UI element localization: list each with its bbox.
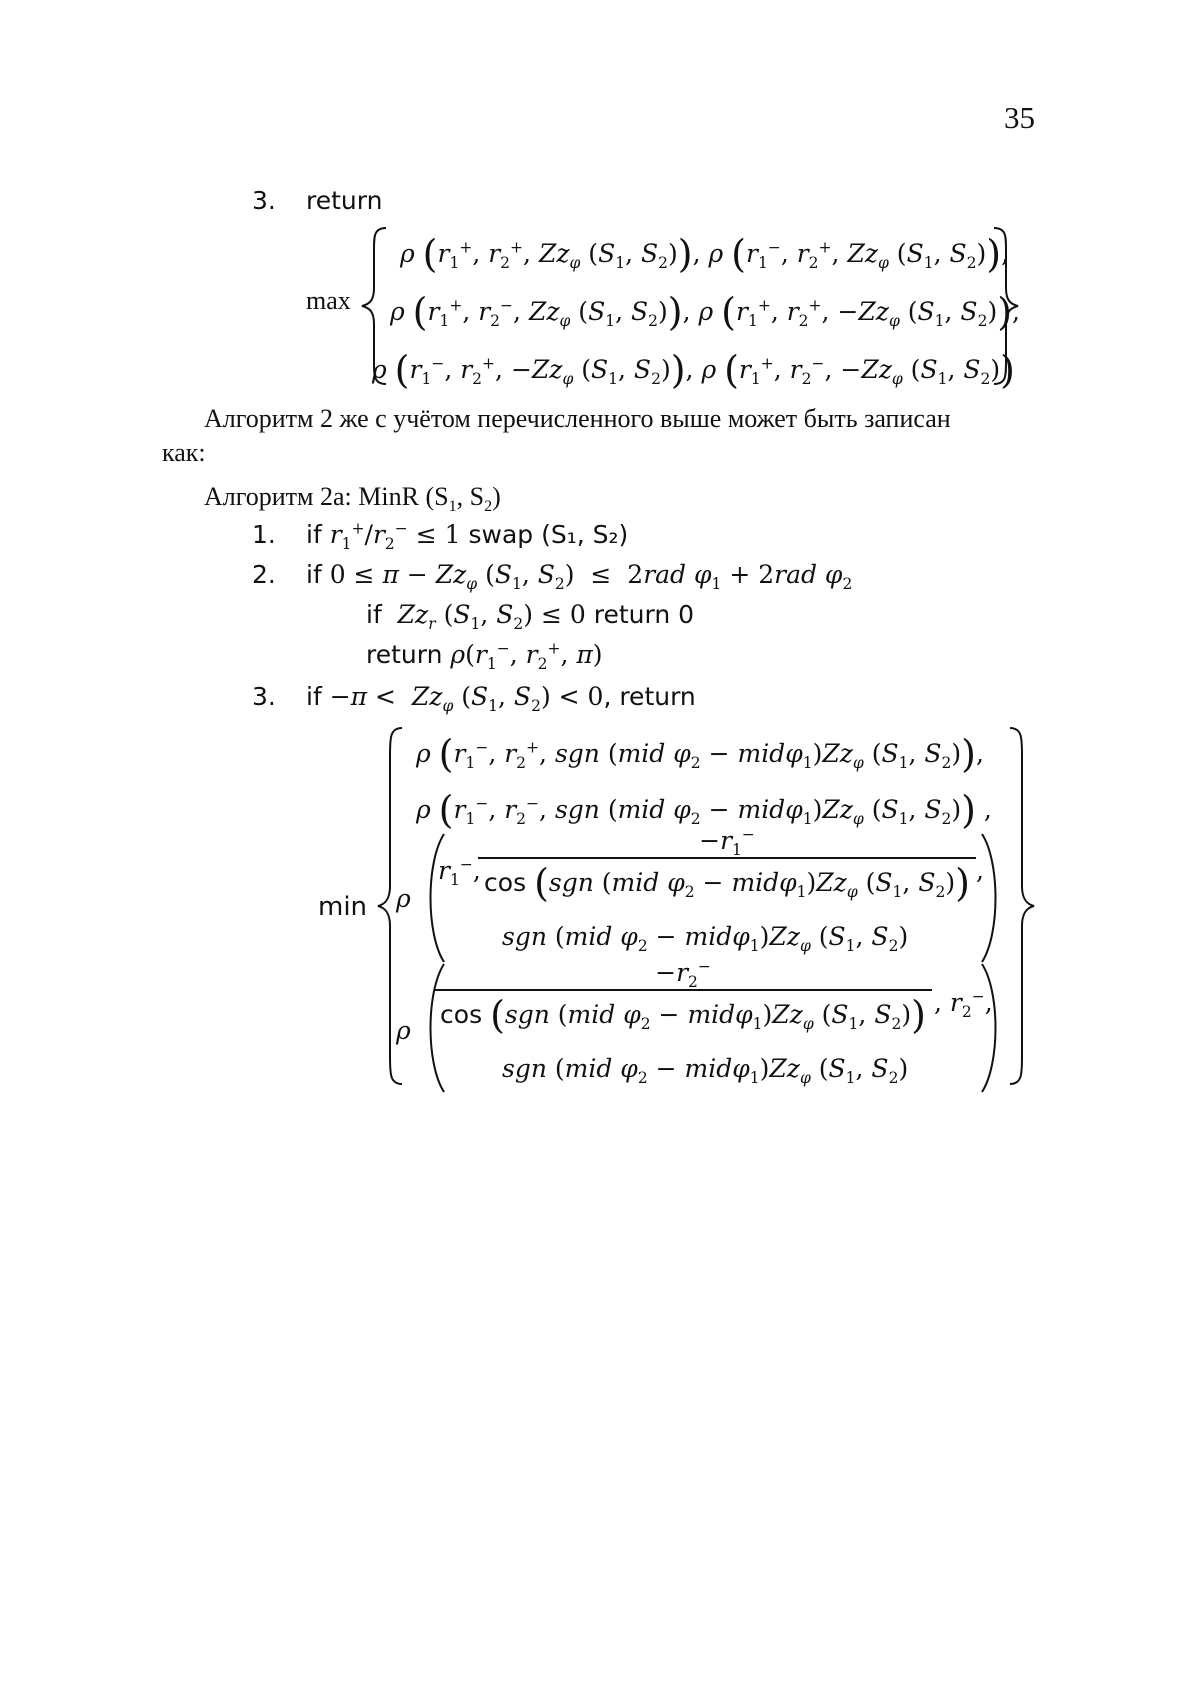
step-3-return: , return — [603, 682, 696, 711]
min-row-3-fraction — [478, 826, 976, 905]
min-row-4-rho: ρ — [396, 1016, 411, 1045]
paragraph-line-1: Алгоритм 2 же с учётом перечисленного выше может быть записан — [204, 404, 951, 433]
min-row-2: ρ ($r_1^-$, $r_2^-$, sgn (mid $\varphi_2 - mid\varphi_1)Zz_\varphi$ ($S_1$, $S_2$)) , — [416, 788, 992, 832]
min-right-brace — [1004, 726, 1044, 1086]
min-row-3-right-paren — [976, 832, 1006, 964]
algorithm-title-sub-1: 1 — [448, 498, 457, 516]
step-2-return: return — [366, 640, 443, 669]
step-1-line: if $r_1^+/r_2^- \le 1$ swap (S₁, S₂) — [306, 519, 629, 553]
step-1-number: 1. — [252, 520, 276, 549]
paragraph-line-2: как: — [162, 438, 206, 467]
min-row-4-second-arg: , $r_2^-$, — [934, 987, 993, 1021]
min-row-3-rho: ρ — [396, 884, 411, 913]
min-row-4-fraction — [434, 958, 932, 1037]
step-3-top-number: 3. — [252, 186, 276, 215]
algorithm-title-sep: , S — [456, 482, 485, 511]
step-2-sub-if: if — [366, 600, 382, 629]
step-1-swap: swap (S₁, S₂) — [468, 520, 629, 549]
step-3-line: if $-\pi < Zz_\varphi$ ($S_1$, $S_2) < 0$, return — [306, 682, 696, 715]
min-row-4-numerator: $-r_2^-$ — [655, 957, 711, 991]
min-row-3-first-arg: $r_1^-$, — [438, 855, 481, 889]
algorithm-title — [204, 482, 501, 516]
cos-label-1: cos — [484, 868, 527, 897]
step-1-if: if — [306, 520, 322, 549]
min-row-3-left-paren — [420, 832, 450, 964]
max-operator: max — [306, 286, 351, 315]
max-row-2: ρ ($r_1^+$, $r_2^-$, $Zz_\varphi$ ($S_1$, $S_2$)), ρ ($r_1^+$, $r_2^+$, $-Zz_\varphi$ ($S_1$, $S_2$)), — [390, 290, 1020, 334]
min-row-4-right-paren — [976, 962, 1006, 1094]
step-3-if: if — [306, 682, 322, 711]
step-2-sub-return: return 0 — [593, 600, 695, 629]
min-row-4-third-arg: sgn (mid $\varphi_2 - mid\varphi_1)Zz_\varphi$ ($S_1$, $S_2$) — [502, 1054, 909, 1087]
step-2-number: 2. — [252, 560, 276, 589]
algorithm-title-sub-2: 2 — [484, 498, 493, 516]
min-operator: min — [318, 892, 368, 922]
step-2-return-line: return $\rho(r_1^-$, $r_2^+$, π) — [366, 639, 603, 673]
min-row-1: ρ ($r_1^-$, $r_2^+$, sgn (mid $\varphi_2 - mid\varphi_1)Zz_\varphi$ ($S_1$, $S_2$)), — [416, 732, 984, 776]
min-row-3-denominator: cos (sgn (mid $\varphi_2 - mid\varphi_1)Zz_\varphi$ ($S_1$, $S_2$)) — [478, 857, 976, 905]
min-row-3-third-arg: sgn (mid $\varphi_2 - mid\varphi_1)Zz_\varphi$ ($S_1$, $S_2$) — [502, 922, 909, 955]
step-2-sub-line: if $Zz_r$ ($S_1$, $S_2) \le 0$ return 0 — [366, 600, 695, 633]
algorithm-title-close: ) — [492, 482, 501, 511]
max-row-3: ρ ($r_1^-$, $r_2^+$, $-Zz_\varphi$ ($S_1$, $S_2$)), ρ ($r_1^+$, $r_2^-$, $-Zz_\varphi$ ($S_1$, $S_2$)) — [372, 348, 1015, 392]
max-row-1: ρ ($r_1^+$, $r_2^+$, $Zz_\varphi$ ($S_1$, $S_2$)), ρ ($r_1^-$, $r_2^+$, $Zz_\varphi$ ($S_1$, $S_2$)), — [400, 232, 1010, 276]
cos-label-2: cos — [440, 1000, 483, 1029]
step-2-if: if — [306, 560, 322, 589]
min-row-3-comma: , — [976, 856, 984, 885]
min-row-3-numerator: $-r_1^-$ — [699, 825, 755, 859]
min-row-4-denominator: cos (sgn (mid $\varphi_2 - mid\varphi_1)Zz_\varphi$ ($S_1$, $S_2$)) — [434, 989, 932, 1037]
step-3-top-return: return — [306, 186, 383, 215]
page-number: 35 — [1004, 100, 1035, 135]
algorithm-title-text: Алгоритм 2a: MinR (S — [204, 482, 449, 511]
step-3-number: 3. — [252, 682, 276, 711]
step-2-line: if $0 \le \pi - Zz_\varphi$ ($S_1$, $S_2) \le 2rad$ $\varphi_1 + 2rad$ $\varphi_2$ — [306, 560, 853, 593]
